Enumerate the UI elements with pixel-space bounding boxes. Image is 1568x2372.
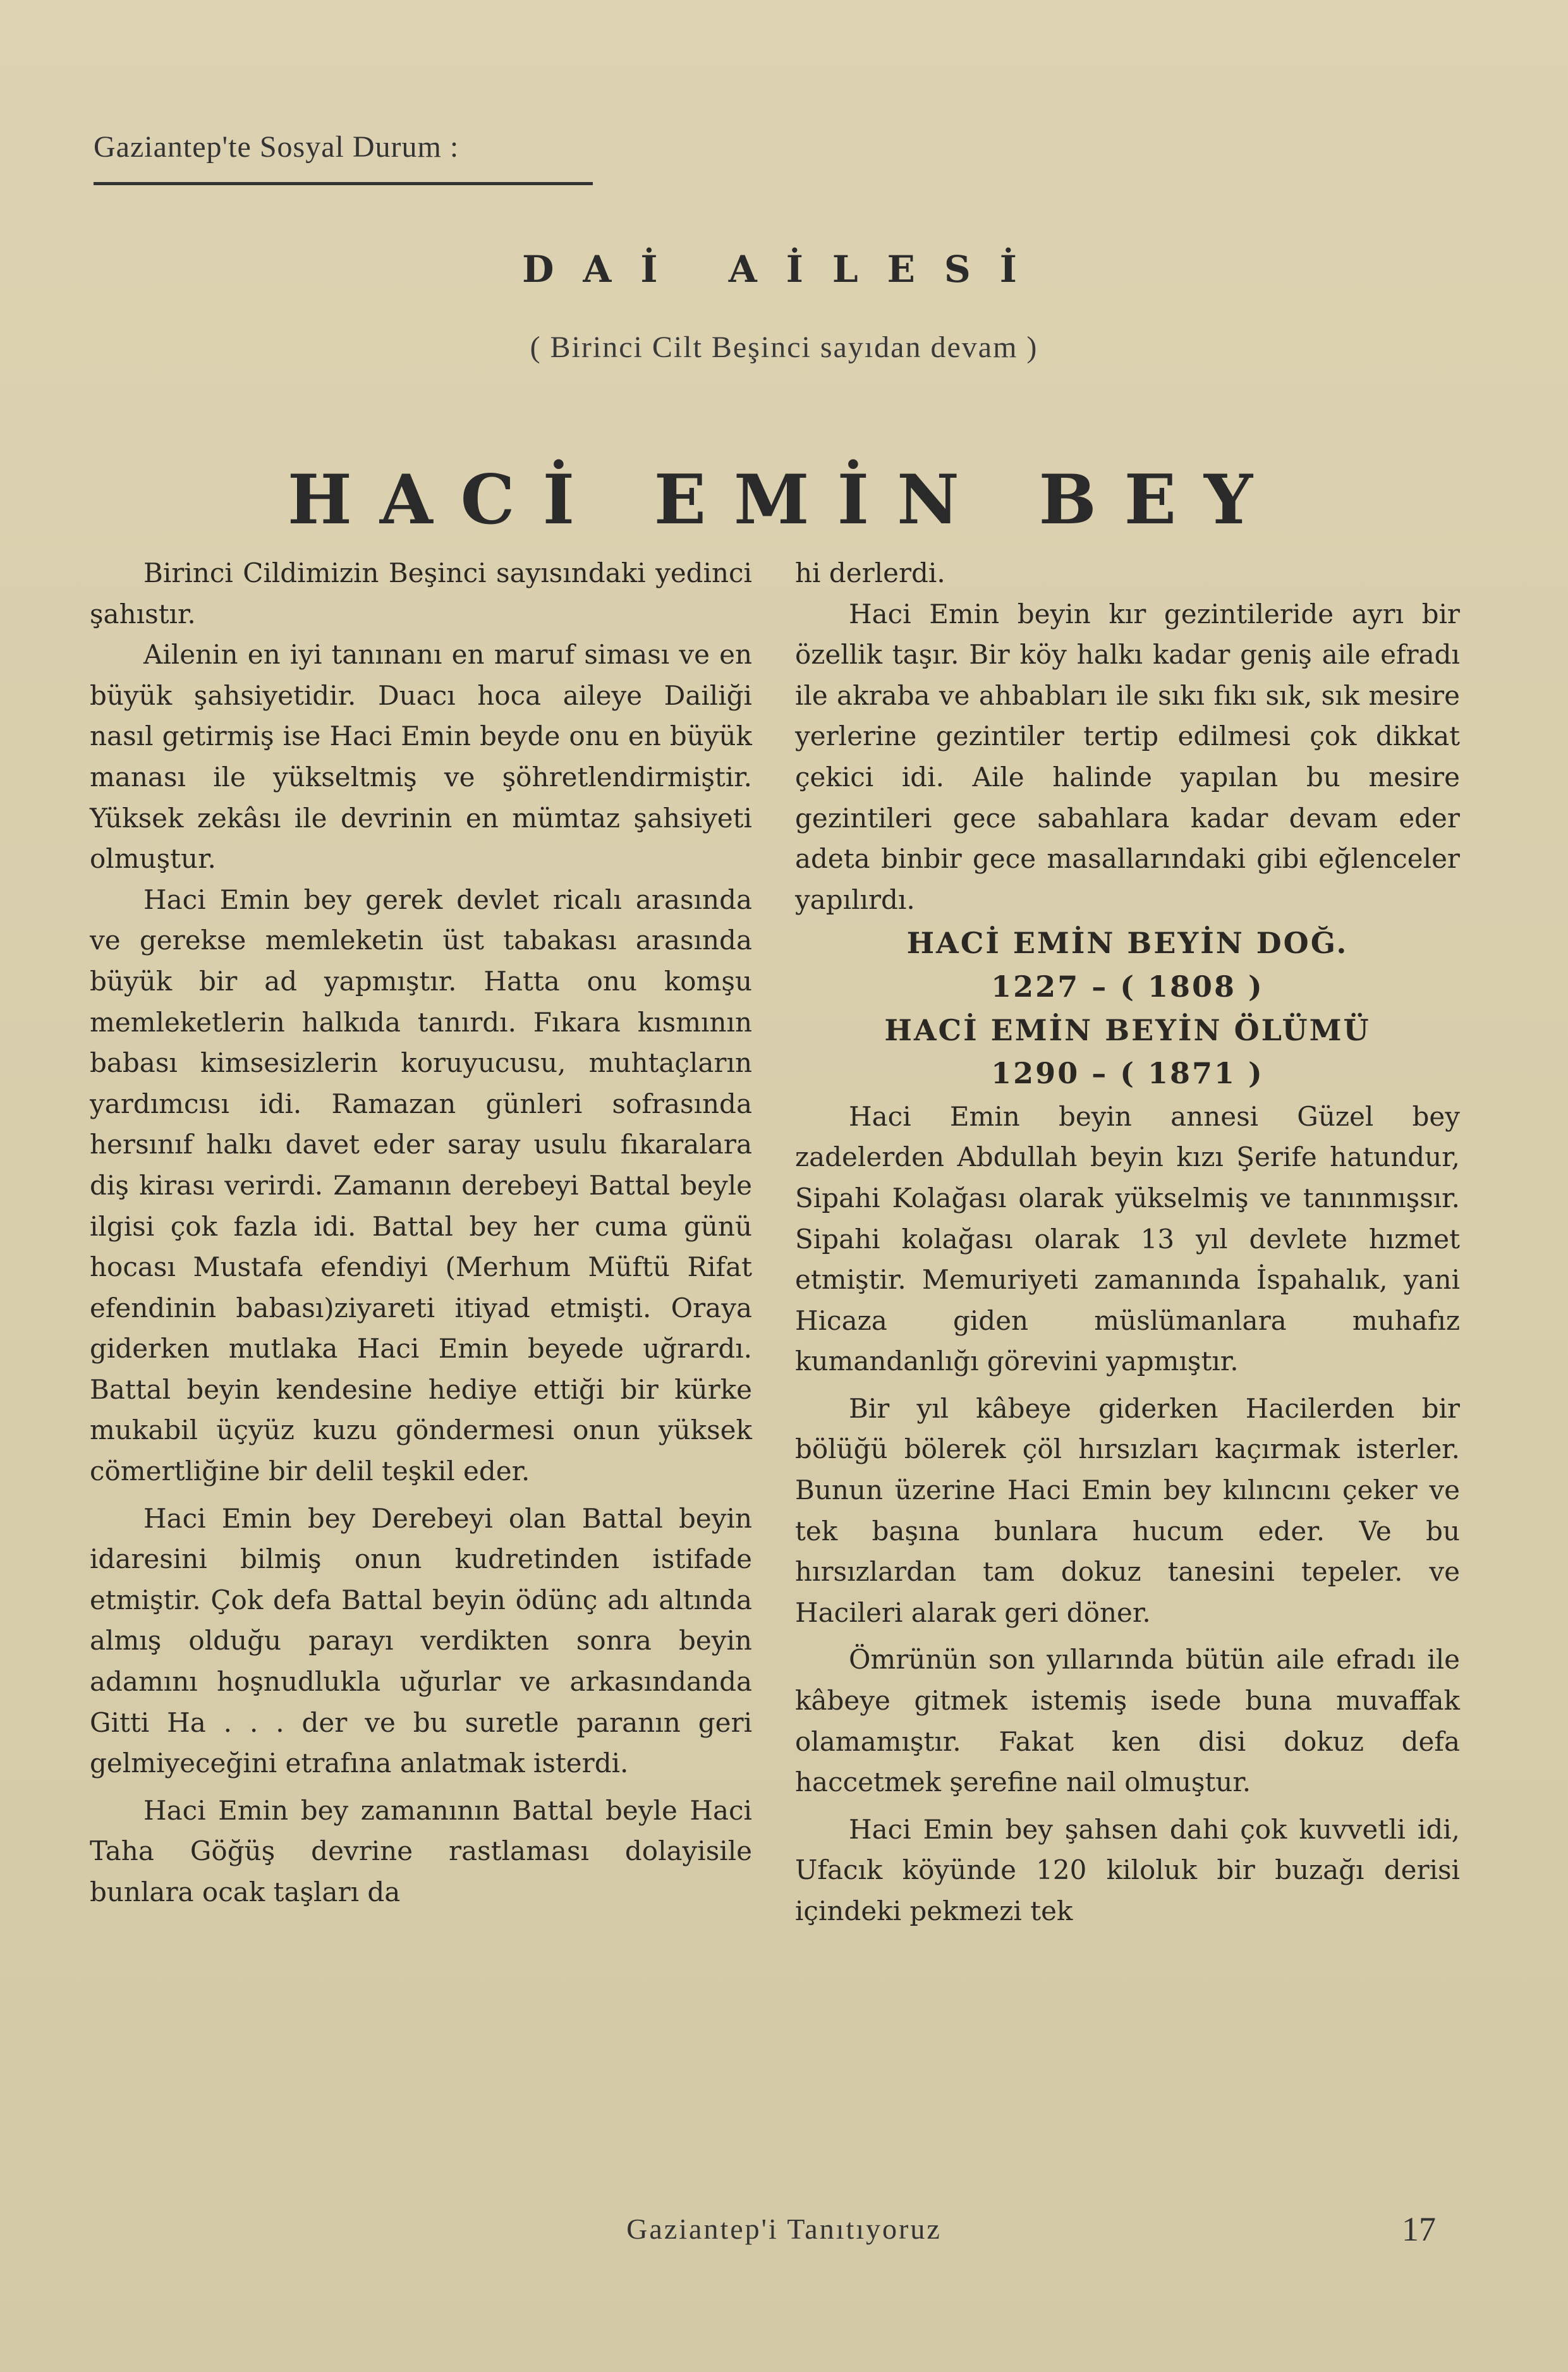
left-column	[90, 553, 752, 1913]
paragraph: Haci Emin beyin kır gezintileride ayrı bir özellik taşır. Bir köy halkı kadar geniş aile efradı ile akraba ve ahbabları ile sıkı fıkı sık, sık mesire yerlerine gezintiler tertip edilmesi çok dikkat çekici idi. Aile halinde yapılan bu mesire gezintileri gece sabahlara kadar devam eder adeta binbir gece masallarındaki gibi eğlenceler yapılırdı.	[795, 598, 1460, 915]
paragraph: Haci Emin bey şahsen dahi çok kuvvetli idi, Ufacık köyünde 120 kiloluk bir buzağı derisi içindeki pekmezi tek	[795, 1813, 1460, 1926]
running-head-rule	[94, 182, 593, 185]
birth-date: 1227 – ( 1808 )	[991, 969, 1264, 1004]
footer-title: Gaziantep'i Tanıtıyoruz	[626, 2213, 942, 2245]
birth-heading: HACİ EMİN BEYİN DOĞ.	[906, 926, 1349, 961]
paragraph: hi derlerdi.	[795, 557, 945, 588]
paragraph: Haci Emin bey Derebeyi olan Battal beyin idaresini bilmiş onun kudretinden istifade etmiştir. Çok defa Battal beyin ödünç adı altında almış olduğu parayı verdikten sonra beyin adamını hoşnudlukla uğurlar ve arkasındanda Gitti Ha . . . der ve bu suretle paranın geri gelmiyeceğini etrafına anlatmak isterdi.	[90, 1502, 752, 1779]
page-number: 17	[1402, 2210, 1436, 2248]
series-title: DAİ AİLESİ	[522, 248, 1046, 291]
running-head: Gaziantep'te Sosyal Durum :	[94, 130, 459, 164]
paragraph: Ailenin en iyi tanınanı en maruf siması ve en büyük şahsiyetidir. Duacı hoca aileye Dailiği nasıl getirmiş ise Haci Emin beyde onu en büyük manası ile yükseltmiş ve şöhretlendirmiştir. Yüksek zekâsı ile devrinin en mümtaz şahsiyeti olmuştur.	[90, 639, 752, 875]
death-date: 1290 – ( 1871 )	[991, 1056, 1264, 1091]
right-column	[795, 553, 1460, 1932]
paragraph: Bir yıl kâbeye giderken Hacilerden bir bölüğü bölerek çöl hırsızları kaçırmak isterler. Bunun üzerine Haci Emin bey kılıncını çeker ve tek başına bunlara hucum eder. Ve bu hırsızlardan tam dokuz tanesini tepeler. ve Hacileri alarak geri döner.	[795, 1392, 1460, 1628]
paragraph: Haci Emin bey gerek devlet ricalı arasında ve gerekse memleketin üst tabakası arasında büyük bir ad yapmıştır. Hatta onu komşu memleketlerin halkıda tanırdı. Fıkara kısmının babası kimsesizlerin koruyucusu, muhtaçların yardımcısı idi. Ramazan günleri sofrasında hersınıf halkı davet eder saray usulu fıkaralara diş kirası verirdi. Zamanın derebeyi Battal beyle ilgisi çok fazla idi. Battal bey her cuma günü hocası Mustafa efendiyi (Merhum Müftü Rifat efendinin babası)ziyareti itiyad etmişti. Oraya giderken mutlaka Haci Emin beyede uğrardı. Battal beyin kendesine hediye ettiği bir kürke mukabil üçyüz kuzu göndermesi onun yüksek cömertliğine bir delil teşkil eder.	[90, 884, 752, 1487]
paragraph: Ömrünün son yıllarında bütün aile efradı ile kâbeye gitmek istemiş isede buna muvaffak olamamıştır. Fakat ken disi dokuz defa haccetmek şerefine nail olmuştur.	[795, 1644, 1460, 1798]
paragraph: Birinci Cildimizin Beşinci sayısındaki yedinci şahıstır.	[90, 557, 752, 629]
paragraph: Haci Emin beyin annesi Güzel bey zadelerden Abdullah beyin kızı Şerife hatundur, Sipahi Kolağası olarak yükselmiş ve tanınmışsır. Sipahi kolağası olarak 13 yıl devlete hızmet etmiştir. Memuriyeti zamanında İspahalık, yani Hicaza giden müslümanlara muhafız kumandanlığı görevini yapmıştır.	[795, 1100, 1460, 1377]
paragraph: Haci Emin bey zamanının Battal beyle Haci Taha Göğüş devrine rastlaması dolayisile bunlara ocak taşları da	[90, 1794, 752, 1907]
series-subtitle: ( Birinci Cilt Beşinci sayıdan devam )	[530, 331, 1038, 364]
death-heading: HACİ EMİN BEYİN ÖLÜMÜ	[884, 1013, 1371, 1047]
article-title: HACİ EMİN BEY	[287, 460, 1281, 540]
